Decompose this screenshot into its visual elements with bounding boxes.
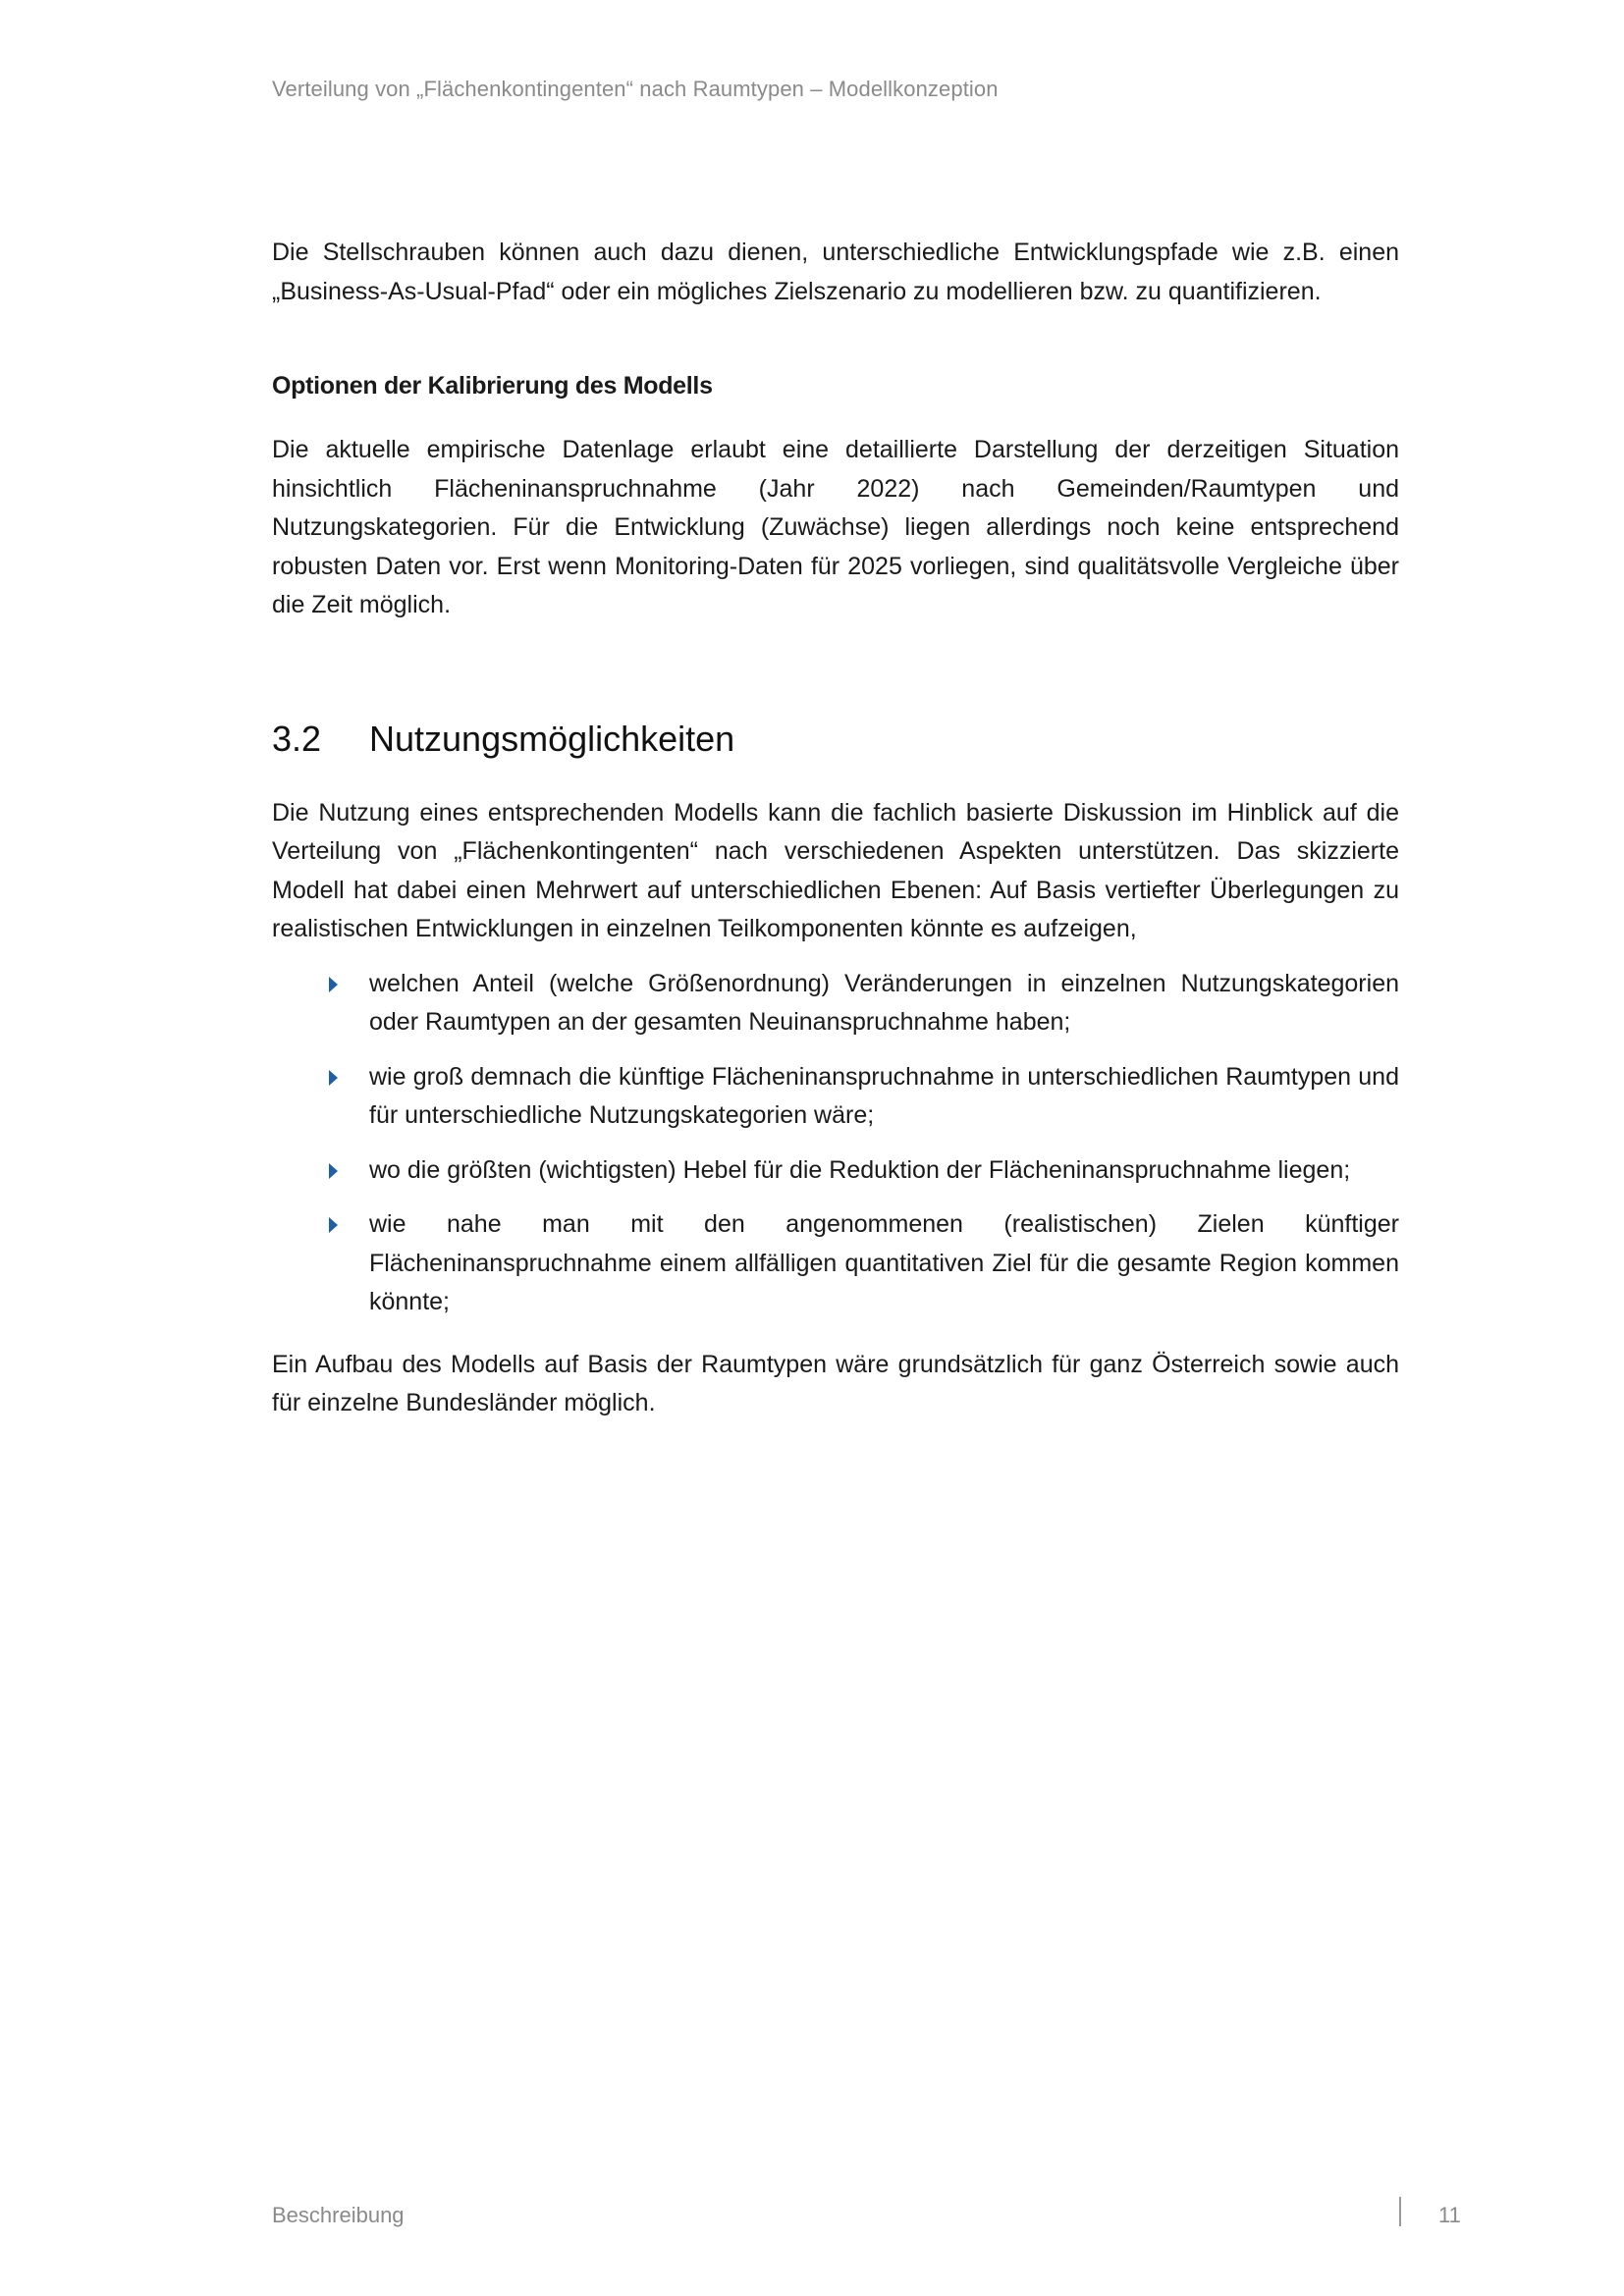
footer-divider xyxy=(1399,2197,1401,2226)
usage-paragraph: Die Nutzung eines entsprechenden Modells kann die fachlich basierte Diskussion im Hinblick auf die Verteilung von „Flächenkontingenten“ nach verschiedenen Aspekten unterstützen. Das skizzierte Modell hat dabei einen Mehrwert auf unterschiedlichen Ebenen: Auf Basis vertiefter Überlegungen zu realistischen Entwicklungen in einzelnen Teilkomponenten könnte es aufzeigen, xyxy=(272,798,1399,942)
closing-paragraph: Ein Aufbau des Modells auf Basis der Raumtypen wäre grundsätzlich für ganz Österreich sowie auch für einzelne Bundesländer möglich. xyxy=(272,1350,1399,1416)
triangle-bullet-icon xyxy=(329,1070,338,1086)
calibration-heading: Optionen der Kalibrierung des Modells xyxy=(272,372,713,400)
list-item xyxy=(272,1205,1399,1322)
bullet-text: wo die größten (wichtigsten) Hebel für die Reduktion der Flächeninanspruchnahme liegen; xyxy=(369,1155,1351,1184)
triangle-bullet-icon xyxy=(329,977,338,992)
bullet-text: wie groß demnach die künftige Flächeninanspruchnahme in unterschiedlichen Raumtypen und für unterschiedliche Nutzungskategorien wäre; xyxy=(369,1062,1399,1129)
section-heading xyxy=(272,718,1399,761)
list-item xyxy=(272,1151,1399,1191)
bullet-list xyxy=(272,965,1399,1322)
calibration-paragraph: Die aktuelle empirische Datenlage erlaubt eine detaillierte Darstellung der derzeitigen Situation hinsichtlich Flächeninanspruchnahme (Jahr 2022) nach Gemeinden/Raumtypen und Nutzungskategorien. Für die Entwicklung (Zuwächse) liegen allerdings noch keine entsprechend robusten Daten vor. Erst wenn Monitoring-Daten für 2025 vorliegen, sind qualitätsvolle Vergleiche über die Zeit möglich. xyxy=(272,436,1399,618)
section-title: Nutzungsmöglichkeiten xyxy=(369,718,735,759)
list-item xyxy=(272,965,1399,1042)
list-item xyxy=(272,1058,1399,1136)
page-number: 11 xyxy=(1438,2203,1461,2227)
intro-paragraph: Die Stellschrauben können auch dazu dienen, unterschiedliche Entwicklungspfade wie z.B. einen „Business-As-Usual-Pfad“ oder ein mögliches Zielszenario zu modellieren bzw. zu quantifizieren. xyxy=(272,239,1399,305)
section-number: 3.2 xyxy=(272,718,322,759)
running-header: Verteilung von „Flächenkontingenten“ nach Raumtypen – Modellkonzeption xyxy=(272,77,999,101)
bullet-text: welchen Anteil (welche Größenordnung) Veränderungen in einzelnen Nutzungskategorien oder Raumtypen an der gesamten Neuinanspruchnahme haben; xyxy=(369,969,1399,1036)
footer-section-label: Beschreibung xyxy=(272,2203,405,2227)
triangle-bullet-icon xyxy=(329,1163,338,1179)
triangle-bullet-icon xyxy=(329,1217,338,1233)
page-content xyxy=(272,234,1399,1423)
bullet-text: wie nahe man mit den angenommenen (realistischen) Zielen künftiger Flächeninanspruchnahme einem allfälligen quantitativen Ziel für die gesamte Region kommen könnte; xyxy=(369,1210,1399,1315)
